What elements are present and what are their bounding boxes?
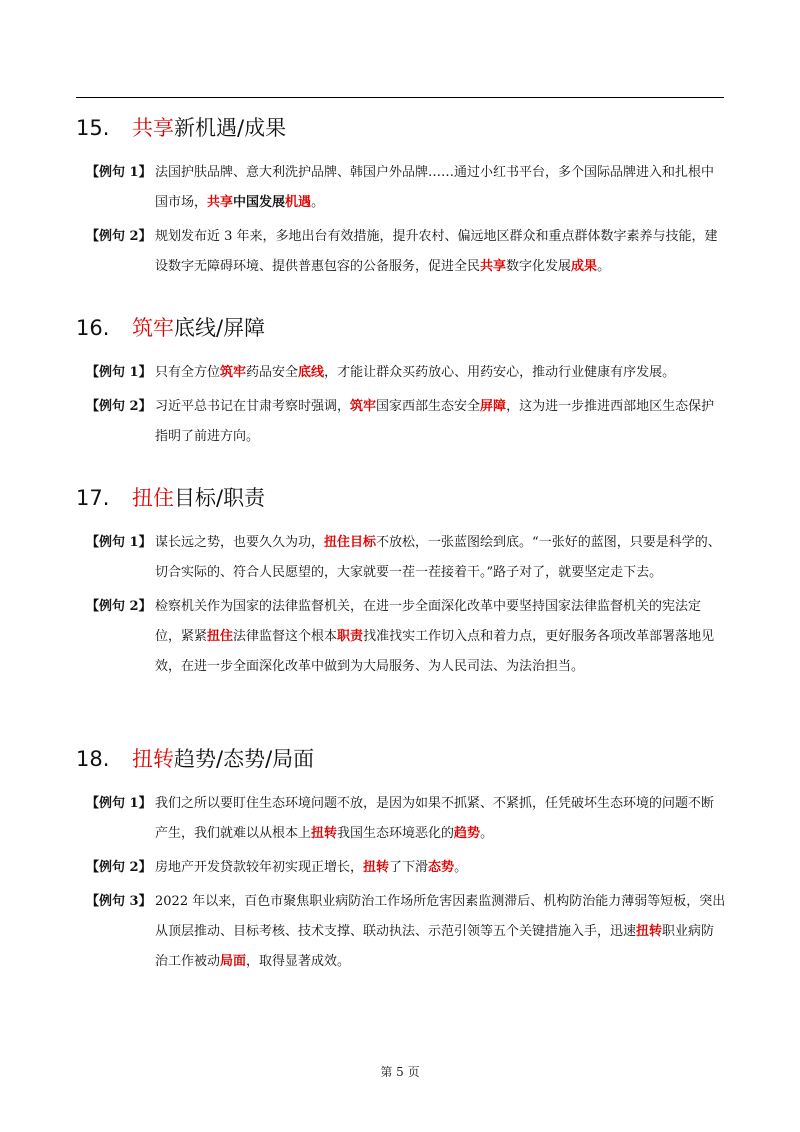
- keyword-highlight: 趋势: [454, 826, 481, 841]
- sentence-text: 数字化发展: [506, 259, 572, 274]
- example-tag: 【例句 2】: [86, 860, 152, 875]
- example-list: [76, 528, 726, 682]
- section-keyword: 扭转: [132, 747, 174, 771]
- example-sentence: [76, 358, 726, 388]
- keyword-highlight: 成果: [571, 259, 598, 274]
- example-list: [76, 789, 726, 977]
- example-list: [76, 158, 726, 282]
- keyword-highlight: 局面: [220, 954, 247, 969]
- example-tag: 【例句 1】: [86, 165, 152, 180]
- example-sentence: [76, 392, 726, 452]
- section-rest: 目标/职责: [174, 486, 266, 510]
- keyword-highlight: 底线: [298, 365, 325, 380]
- sentence-text: 。: [454, 860, 468, 875]
- section-keyword: 筑牢: [132, 316, 174, 340]
- example-sentence: [76, 592, 726, 682]
- section-keyword: 共享: [132, 116, 174, 140]
- keyword-highlight: 筑牢: [350, 399, 377, 414]
- section-heading: [76, 314, 726, 342]
- section-16: [76, 314, 726, 456]
- keyword-highlight: 扭转: [636, 924, 663, 939]
- sentence-text: 习近平总书记在甘肃考察时强调，: [155, 399, 351, 414]
- keyword-highlight: 筑牢: [220, 365, 247, 380]
- section-number: 15.: [76, 116, 110, 140]
- sentence-text: 找准找实工作切入点和着力点，更好服务各项改革部署落地见效，在进一步全面深化改革中做到为大局服务、为人民司法、为法治担当。: [155, 629, 715, 674]
- section-keyword: 扭住: [132, 486, 174, 510]
- section-heading: [76, 114, 726, 142]
- sentence-text: ，才能让群众买药放心、用药安心，推动行业健康有序发展。: [324, 365, 676, 380]
- sentence-text: 职业病防治工作被动: [155, 924, 715, 969]
- keyword-highlight: 扭住: [207, 629, 234, 644]
- example-sentence: [76, 528, 726, 588]
- section-number: 16.: [76, 316, 110, 340]
- example-sentence: [76, 158, 726, 218]
- sentence-text: 我们之所以要盯住生态环境问题不放，是因为如果不抓紧、不紧抓，任凭破坏生态环境的问题不断产生，我们就难以从根本上: [155, 796, 715, 841]
- section-heading: [76, 484, 726, 512]
- sentence-text: 检察机关作为国家的法律监督机关，在进一步全面深化改革中要坚持国家法律监督机关的宪法定位，紧紧: [155, 599, 702, 644]
- sentence-text: ，取得显著成效。: [246, 954, 351, 969]
- sentence-text: 。: [480, 826, 494, 841]
- example-tag: 【例句 1】: [86, 365, 152, 380]
- sentence-text: 法律监督这个根本: [233, 629, 338, 644]
- sentence-text: 。: [597, 259, 611, 274]
- sentence-text: 。: [311, 195, 325, 210]
- keyword-highlight: 共享: [207, 195, 234, 210]
- keyword-highlight: 职责: [337, 629, 364, 644]
- section-heading: [76, 745, 726, 773]
- sentence-text: 法国护肤品牌、意大利洗护品牌、韩国户外品牌……通过小红书平台，多个国际品牌进入和扎根中国市场，: [155, 165, 715, 210]
- sentence-text: 房地产开发贷款较年初实现正增长，: [155, 860, 364, 875]
- section-17: [76, 484, 726, 686]
- sentence-text: 2022 年以来，百色市聚焦职业病防治工作场所危害因素监测滞后、机构防治能力薄弱等短板，突出从顶层推动、目标考核、技术支撑、联动执法、示范引领等五个关键措施入手，迅速: [155, 894, 726, 939]
- example-list: [76, 358, 726, 452]
- keyword-highlight: 态势: [428, 860, 455, 875]
- sentence-text: 不放松，一张蓝图绘到底。“一张好的蓝图，只要是科学的、切合实际的、符合人民愿望的，大家就要一茬一茬接着干。”路子对了，就要坚定走下去。: [155, 535, 721, 580]
- section-number: 17.: [76, 486, 110, 510]
- sentence-text: 规划发布近 3 年来，多地出台有效措施，提升农村、偏远地区群众和重点群体数字素养与技能，建设数字无障碍环境、提供普惠包容的公备服务，促进全民: [155, 229, 718, 274]
- example-tag: 【例句 1】: [86, 796, 152, 811]
- sentence-text: 谋长远之势，也要久久为功，: [155, 535, 325, 550]
- example-tag: 【例句 2】: [86, 229, 152, 244]
- example-tag: 【例句 2】: [86, 599, 152, 614]
- keyword-highlight: 扭住: [324, 535, 351, 550]
- example-tag: 【例句 3】: [86, 894, 152, 909]
- section-rest: 新机遇/成果: [174, 116, 287, 140]
- sentence-text: 我国生态环境恶化的: [337, 826, 455, 841]
- section-18: [76, 745, 726, 981]
- example-sentence: [76, 222, 726, 282]
- example-tag: 【例句 1】: [86, 535, 152, 550]
- sentence-text: 了下滑: [389, 860, 429, 875]
- example-sentence: [76, 853, 726, 883]
- section-15: [76, 114, 726, 286]
- section-rest: 趋势/态势/局面: [174, 747, 315, 771]
- example-sentence: [76, 887, 726, 977]
- sentence-text: 国家西部生态安全: [376, 399, 481, 414]
- page-footer: 第 5 页: [380, 1065, 420, 1079]
- example-tag: 【例句 2】: [86, 399, 152, 414]
- section-number: 18.: [76, 747, 110, 771]
- keyword-highlight: 屏障: [480, 399, 507, 414]
- keyword-highlight: 目标: [350, 535, 377, 550]
- header-rule: [76, 97, 724, 98]
- sentence-text: 药品安全: [246, 365, 299, 380]
- bold-phrase: 中国发展: [233, 195, 286, 210]
- section-rest: 底线/屏障: [174, 316, 266, 340]
- sentence-text: 只有全方位: [155, 365, 221, 380]
- keyword-highlight: 扭转: [363, 860, 390, 875]
- sentence-text: ，这为进一步推进西部地区生态保护指明了前进方向。: [155, 399, 715, 444]
- keyword-highlight: 扭转: [311, 826, 338, 841]
- keyword-highlight: 机遇: [285, 195, 312, 210]
- example-sentence: [76, 789, 726, 849]
- keyword-highlight: 共享: [480, 259, 507, 274]
